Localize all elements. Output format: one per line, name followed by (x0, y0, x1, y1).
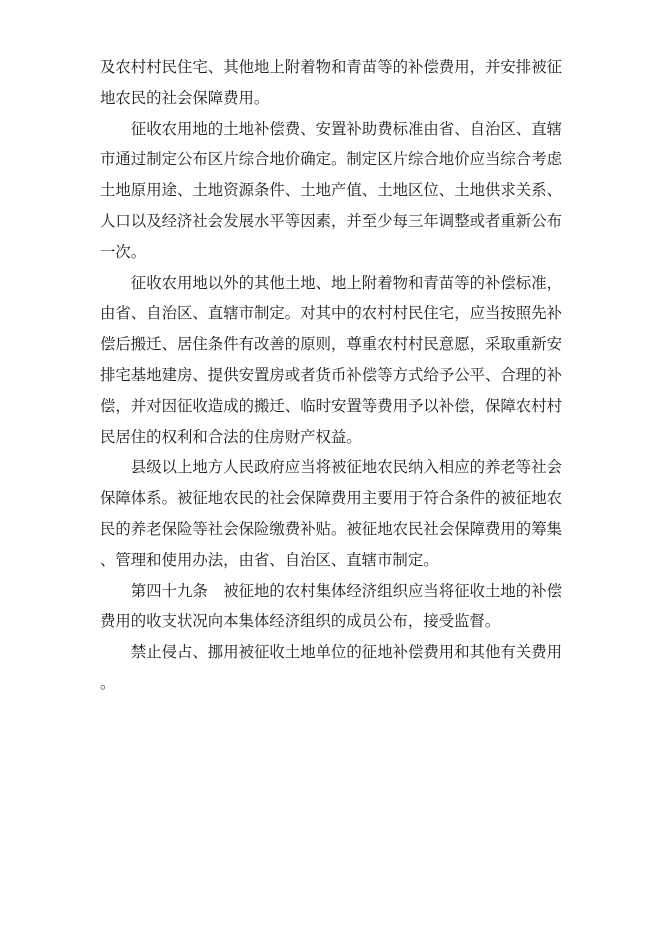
paragraph-article-49: 第四十九条 被征地的农村集体经济组织应当将征收土地的补偿费用的收支状况向本集体经济组织的成员公布，接受监督。 (100, 581, 562, 631)
paragraph: 县级以上地方人民政府应当将被征地农民纳入相应的养老等社会保障体系。被征地农民的社会保障费用主要用于符合条件的被征地农民的养老保险等社会保险缴费补贴。被征地农民社会保障费用的筹集、管理和使用办法，由省、自治区、直辖市制定。 (100, 458, 562, 569)
paragraph: 禁止侵占、挪用被征收土地单位的征地补偿费用和其他有关费用。 (100, 643, 562, 692)
paragraph: 征收农用地以外的其他土地、地上附着物和青苗等的补偿标准，由省、自治区、直辖市制定。对其中的农村村民住宅，应当按照先补偿后搬迁、居住条件有改善的原则，尊重农村村民意愿，采取重新安排宅基地建房、提供安置房或者货币补偿等方式给予公平、合理的补偿，并对因征收造成的搬迁、临时安置等费用予以补偿，保障农村村民居住的权利和合法的住房财产权益。 (100, 273, 562, 446)
paragraph: 及农村村民住宅、其他地上附着物和青苗等的补偿费用，并安排被征地农民的社会保障费用。 (100, 58, 562, 107)
document-body (100, 52, 562, 699)
paragraph: 征收农用地的土地补偿费、安置补助费标准由省、自治区、直辖市通过制定公布区片综合地价确定。制定区片综合地价应当综合考虑土地原用途、土地资源条件、土地产值、土地区位、土地供求关系、人口以及经济社会发展水平等因素，并至少每三年调整或者重新公布一次。 (100, 119, 562, 261)
